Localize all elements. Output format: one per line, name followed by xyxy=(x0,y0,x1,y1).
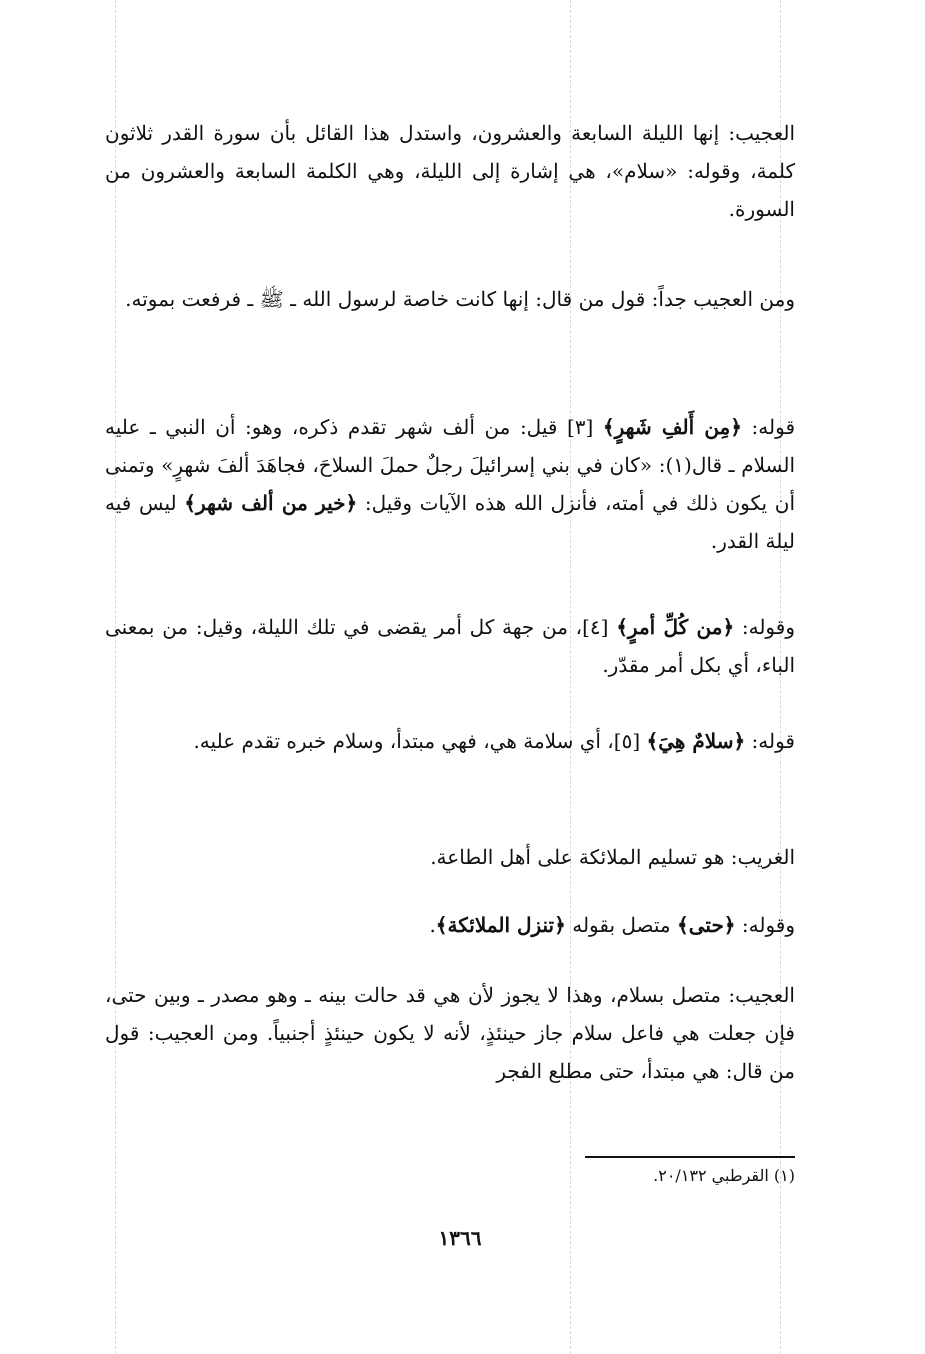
footnote-separator xyxy=(585,1156,795,1158)
page-number: ١٣٦٦ xyxy=(438,1226,482,1250)
paragraph-7 xyxy=(105,906,795,944)
text-run: الغريب: هو تسليم الملائكة على أهل الطاعة. xyxy=(430,845,795,869)
paragraph-3 xyxy=(105,408,795,560)
paragraph-1 xyxy=(105,114,795,228)
text-run: قوله: xyxy=(742,415,796,439)
text-run: العجيب: إنها الليلة السابعة والعشرون، واستدل هذا القائل بأن سورة القدر ثلاثون كلمة، وقوله: «سلام»، هي إشارة إلى الليلة، وهي الكلمة السابعة والعشرون من السورة. xyxy=(105,121,795,221)
quran-quote: ﴿خير من ألف شهر﴾ xyxy=(184,491,358,515)
quran-quote: ﴿تنزل الملائكة﴾ xyxy=(435,913,566,937)
quran-quote: ﴿مِن أَلفِ شَهرٍ﴾ xyxy=(602,415,742,439)
quran-quote: ﴿من كُلِّ أمرٍ﴾ xyxy=(616,615,735,639)
paragraph-6 xyxy=(105,838,795,876)
quran-quote: ﴿سلامٌ هِيَ﴾ xyxy=(646,729,746,753)
text-run: [٣] قيل: من ألف شهر تقدم ذكره، وهو: أن النبي ـ عليه السلام ـ قال(١): «كان في بني إسرائيلَ رجلٌ حملَ السلاحَ، فجاهَدَ ألفَ شهرٍ» وتمنى أن يكون ذلك في أمته، فأنزل الله هذه الآيات وقيل: xyxy=(105,415,795,515)
text-run: . xyxy=(429,913,436,937)
text-run: ليس فيه ليلة القدر. xyxy=(105,491,795,553)
text-run: متصل بقوله xyxy=(565,913,678,937)
text-run: قوله: xyxy=(745,729,795,753)
text-run: [٤]، من جهة كل أمر يقضى في تلك الليلة، وقيل: من بمعنى الباء، أي بكل أمر مقدّر. xyxy=(105,615,795,677)
paragraph-5 xyxy=(105,722,795,760)
text-run: وقوله: xyxy=(735,913,795,937)
paragraph-8 xyxy=(105,976,795,1090)
text-run: العجيب: متصل بسلام، وهذا لا يجوز لأن هي قد حالت بينه ـ وهو مصدر ـ وبين حتى، فإن جعلت هي فاعل سلام جاز حينئذٍ، لأنه لا يكون حينئذٍ أجنبياً. ومن العجيب: قول من قال: هي مبتدأ، حتى مطلع الفجر xyxy=(105,983,795,1083)
footnote: (١) القرطبي ٢٠/١٣٢. xyxy=(653,1166,795,1185)
quran-quote: ﴿حتى﴾ xyxy=(677,913,736,937)
text-run: ومن العجيب جداً: قول من قال: إنها كانت خاصة لرسول الله ـ ﷺ ـ فرفعت بموته. xyxy=(125,287,795,311)
text-run: وقوله: xyxy=(734,615,795,639)
text-run: [٥]، أي سلامة هي، فهي مبتدأ، وسلام خبره تقدم عليه. xyxy=(193,729,647,753)
paragraph-2 xyxy=(105,280,795,318)
paragraph-4 xyxy=(105,608,795,684)
